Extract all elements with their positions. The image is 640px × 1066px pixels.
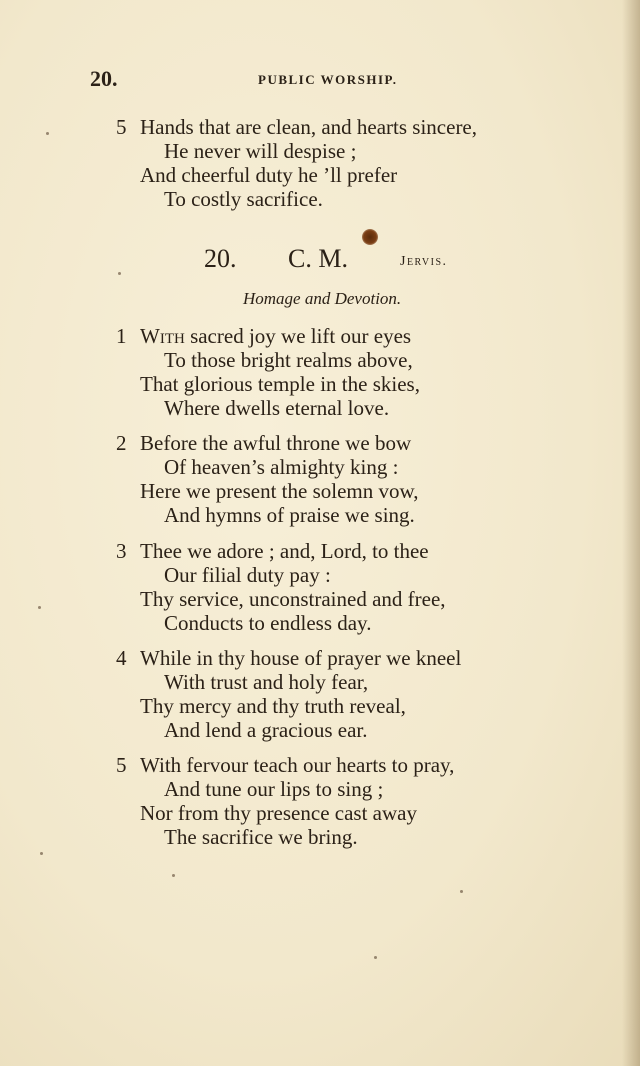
verse-line: Nor from thy presence cast away xyxy=(140,801,417,825)
stanza-number: 4 xyxy=(116,646,127,670)
page-header xyxy=(90,66,520,96)
first-line-rest: sacred joy we lift our eyes xyxy=(184,324,412,348)
verse-line: Thee we adore ; and, Lord, to thee xyxy=(140,539,429,563)
verse-line: Here we present the solemn vow, xyxy=(140,479,419,503)
verse-line: Thy mercy and thy truth reveal, xyxy=(140,694,406,718)
first-word: With xyxy=(140,324,185,348)
verse-line: Before the awful throne we bow xyxy=(140,431,412,455)
stanza-number: 5 xyxy=(116,115,127,139)
verse-line: Thy service, unconstrained and free, xyxy=(140,587,446,611)
hymn-subtitle: Homage and Devotion. xyxy=(243,289,402,308)
stanza-number: 3 xyxy=(116,539,127,563)
verse-line: Our filial duty pay : xyxy=(164,563,331,587)
verse-line: Where dwells eternal love. xyxy=(164,396,390,420)
paper-speck xyxy=(374,956,377,959)
verse-line: To costly sacrifice. xyxy=(164,187,323,211)
verse-line: The sacrifice we bring. xyxy=(164,825,358,849)
hymn-heading xyxy=(204,244,484,278)
stanza-number: 5 xyxy=(116,753,127,777)
verse-line: And tune our lips to sing ; xyxy=(164,777,384,801)
hymn-tune: Jervis. xyxy=(400,254,448,269)
hymn-meter: C. M. xyxy=(288,244,348,273)
paper-speck xyxy=(118,272,121,275)
verse-line: To those bright realms above, xyxy=(164,348,413,372)
verse-line: And cheerful duty he ’ll prefer xyxy=(140,163,398,187)
hymn-number: 20. xyxy=(204,244,237,273)
verse-line: And lend a gracious ear. xyxy=(164,718,368,742)
ink-stain xyxy=(362,229,378,245)
running-head: PUBLIC WORSHIP. xyxy=(258,72,398,87)
verse-line: With trust and holy fear, xyxy=(164,670,369,694)
verse-line: Conducts to endless day. xyxy=(164,611,372,635)
stanza-number: 1 xyxy=(116,324,127,348)
paper-speck xyxy=(172,874,175,877)
verse-line: While in thy house of prayer we kneel xyxy=(140,646,462,670)
page-number: 20. xyxy=(90,66,118,91)
paper-speck xyxy=(46,132,49,135)
verse-line: And hymns of praise we sing. xyxy=(164,503,415,527)
page-edge-shadow xyxy=(622,0,640,1066)
verse-line xyxy=(140,324,411,348)
verse-line: Of heaven’s almighty king : xyxy=(164,455,399,479)
verse-line: That glorious temple in the skies, xyxy=(140,372,420,396)
paper-speck xyxy=(40,852,43,855)
verse-line: With fervour teach our hearts to pray, xyxy=(140,753,455,777)
stanza-number: 2 xyxy=(116,431,127,455)
paper-speck xyxy=(38,606,41,609)
paper-speck xyxy=(460,890,463,893)
verse-line: Hands that are clean, and hearts sincere, xyxy=(140,115,478,139)
verse-line: He never will despise ; xyxy=(164,139,357,163)
